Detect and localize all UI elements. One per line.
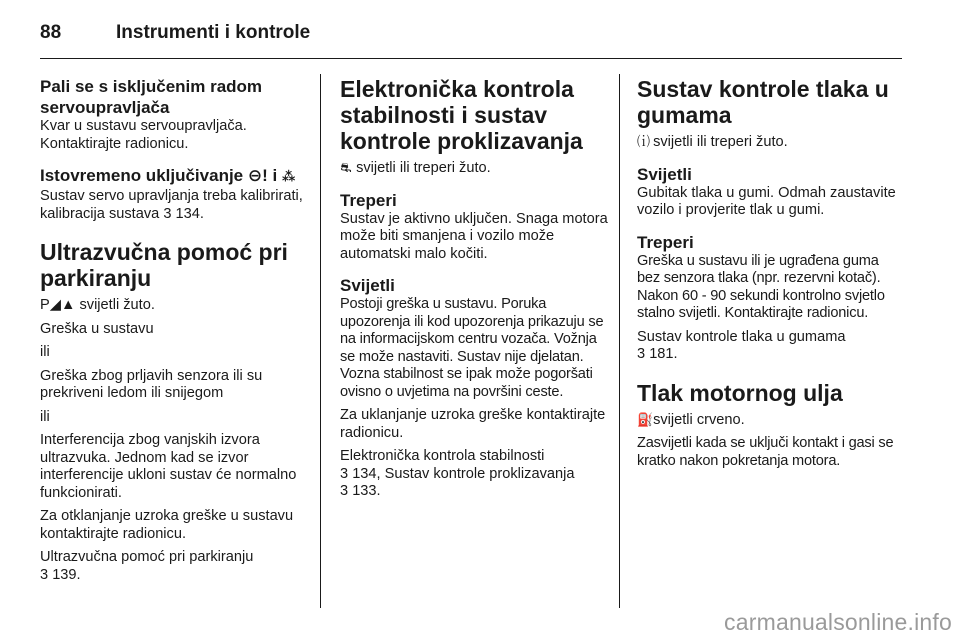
heading-treperi-gume: Treperi	[637, 232, 694, 252]
text-esp-status: ⛐ svijetli ili treperi žuto.	[340, 160, 491, 176]
heading-treperi: Treperi	[340, 190, 397, 210]
text-treperi: Sustav je aktivno uključen. Snaga motora može biti smanjena i vozilo može automatski malo kočiti.	[340, 210, 608, 262]
reference-arrow-icon: 3	[340, 465, 349, 482]
heading-istovremeno: Istovremeno uključivanje ⊖! i ⁂	[40, 165, 308, 188]
reference-arrow-icon: 3	[163, 205, 172, 222]
traction-control-icon: ⛐	[340, 161, 352, 176]
text-svijetli-gume: Gubitak tlaka u gumi. Odmah zaustavite vozilo i provjerite tlak u gumi.	[637, 184, 896, 218]
text-otklanjanje: Za otklanjanje uzroka greške u sustavu kontaktirajte radionicu.	[40, 508, 294, 542]
text-servo: Kvar u sustavu servoupravljača. Kontaktirajte radionicu.	[40, 118, 247, 152]
text-tlak-status: ⒤ svijetli ili treperi žuto.	[637, 134, 788, 150]
heading-svijetli-gume: Svijetli	[637, 164, 692, 184]
text-uklanjanje: Za uklanjanje uzroka greške kontaktirajte radionicu.	[340, 407, 606, 441]
column-1	[40, 76, 308, 584]
text-ulje-info: Zasvijetli kada se uključi kontakt i gasi se kratko nakon pokretanja motora.	[637, 435, 894, 469]
text-ref-esp: Elektronička kontrola stabilnosti 3 134, Sustav kontrole proklizavanja 3 133.	[340, 448, 575, 499]
text-istovremeno: Sustav servo upravljanja treba kalibrirati, kalibracija sustava 3 134.	[40, 188, 303, 222]
text-ref-ultra: Ultrazvučna pomoć pri parkiranju 3 139.	[40, 549, 254, 583]
heading-servo: Pali se s isključenim radom servoupravljača	[40, 77, 263, 117]
column-divider-2	[619, 74, 620, 608]
reference-arrow-icon: 3	[340, 483, 349, 499]
text-ref-gume: Sustav kontrole tlaka u gumama 3 181.	[637, 328, 846, 362]
text-ili-2: ili	[40, 408, 50, 425]
text-treperi-gume: Greška u sustavu ili je ugrađena guma bez senzora tlaka (npr. rezervni kotač). Nakon 60 - 90 sekundi kontrolno svjetlo stalno svijetli. Kontaktirajte radionicu.	[637, 252, 885, 321]
tire-pressure-icon: ⒤	[637, 135, 651, 150]
reference-arrow-icon: 3	[40, 566, 49, 583]
page-number: 88	[40, 22, 62, 43]
heading-ultrazvucna: Ultrazvučna pomoć pri parkiranju	[40, 239, 288, 291]
esp-warning-icon: ⁂	[281, 170, 296, 185]
steering-warning-icon: ⊖!	[247, 166, 268, 185]
heading-esp: Elektronička kontrola stabilnosti i sustav kontrole proklizavanja	[340, 76, 583, 154]
reference-arrow-icon: 3	[637, 346, 646, 362]
text-ulje-status: ⛽ svijetli crveno.	[637, 411, 745, 428]
text-interferencija: Interferencija zbog vanjskih izvora ultrazvuka. Jednom kad se izvor interferencije ukloni sustav će normalno funkcionirati.	[40, 432, 297, 501]
heading-ulje: Tlak motornog ulja	[637, 379, 843, 406]
parking-assist-icon: P◢▲	[40, 297, 76, 313]
page-header	[40, 18, 920, 54]
oil-pressure-icon: ⛽	[637, 412, 654, 428]
column-divider-1	[320, 74, 321, 608]
text-ultra-status: P◢▲ svijetli žuto.	[40, 297, 155, 313]
chapter-title: Instrumenti i kontrole	[116, 22, 311, 43]
column-2	[340, 76, 608, 501]
text-greska: Greška u sustavu	[40, 320, 154, 337]
text-ili-1: ili	[40, 344, 50, 360]
watermark: carmanualsonline.info	[724, 609, 952, 635]
text-svijetli: Postoji greška u sustavu. Poruka upozorenja ili kod upozorenja prikazuju se na informacijskom centru vozača. Vožnja se može nastaviti. Sustav nije djelatan. Vozna stabilnost se ipak može pogoršati ovisno o uvjetima na površini ceste.	[340, 296, 604, 400]
column-3	[637, 76, 905, 470]
heading-svijetli: Svijetli	[340, 276, 395, 295]
heading-tlak-gume: Sustav kontrole tlaka u gumama	[637, 76, 889, 128]
text-senzori: Greška zbog prljavih senzora ili su prekriveni ledom ili snijegom	[40, 367, 263, 401]
header-divider	[40, 58, 902, 59]
